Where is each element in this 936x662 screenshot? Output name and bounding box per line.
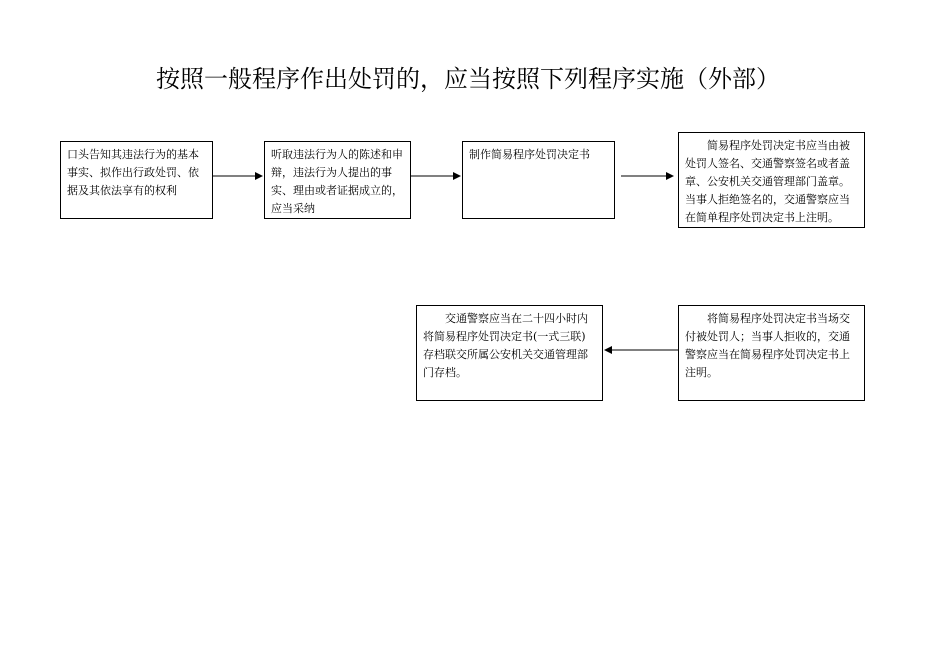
step-4-text: 简易程序处罚决定书应当由被处罚人签名、交通警察签名或者盖章、公安机关交通管理部门盖章。当事人拒绝签名的，交通警察应当在简单程序处罚决定书上注明。 (685, 139, 850, 224)
step-2-text: 听取违法行为人的陈述和申辩，违法行为人提出的事实、理由或者证据成立的，应当采纳 (271, 148, 403, 215)
step-1-text: 口头告知其违法行为的基本事实、拟作出行政处罚、依据及其依法享有的权利 (67, 148, 199, 197)
step-5-text: 将简易程序处罚决定书当场交付被处罚人；当事人拒收的，交通警察应当在简易程序处罚决定书上注明。 (685, 312, 850, 379)
step-6-text: 交通警察应当在二十四小时内将简易程序处罚决定书(一式三联)存档联交所属公安机关交通管理部门存档。 (423, 312, 588, 379)
step-3-text: 制作简易程序处罚决定书 (469, 148, 590, 161)
page-title: 按照一般程序作出处罚的，应当按照下列程序实施（外部） (156, 65, 780, 93)
